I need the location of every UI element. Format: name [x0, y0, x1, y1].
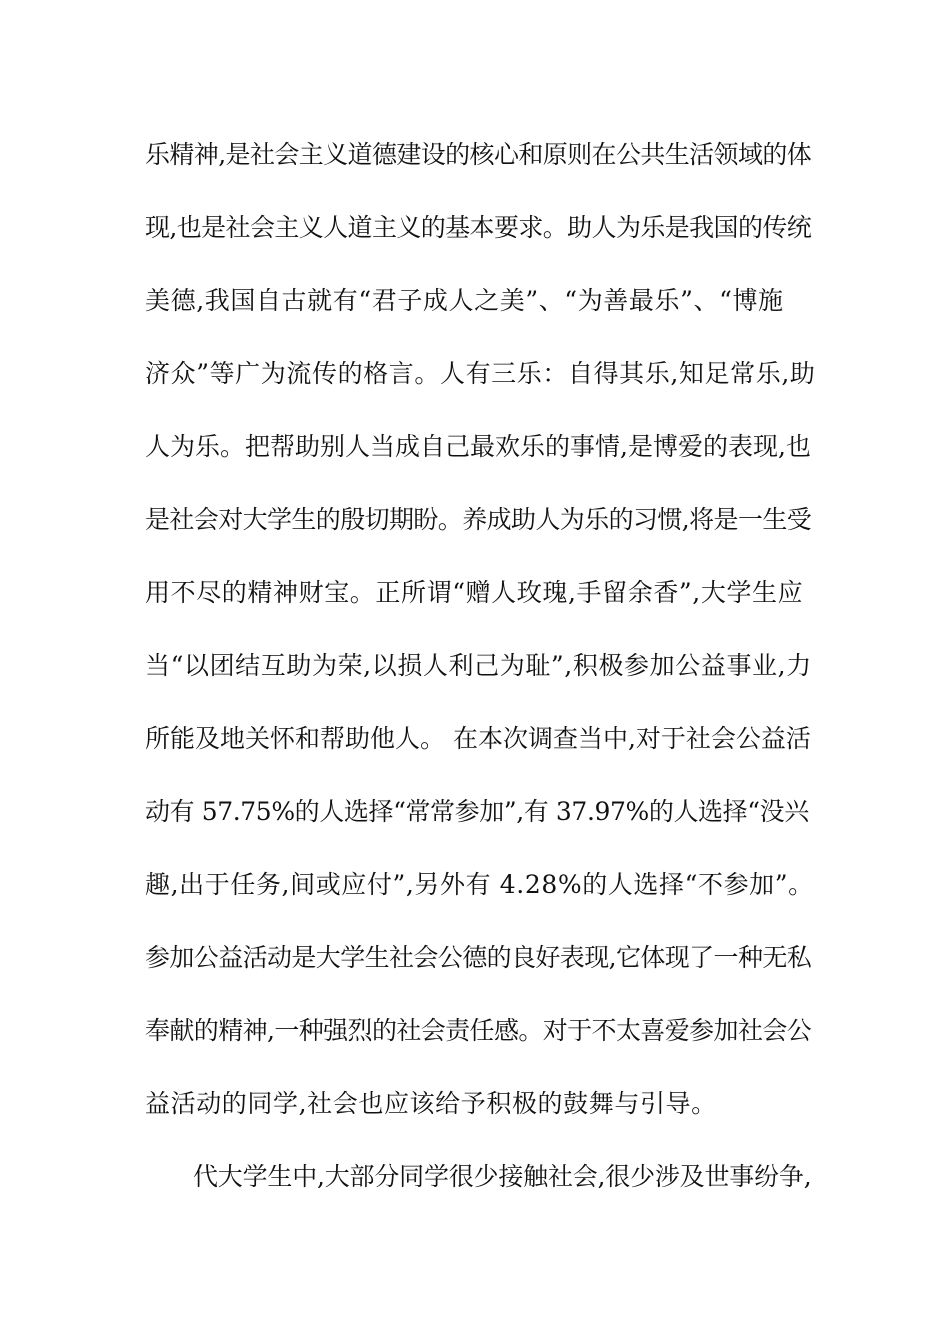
- text-line: 趣,出于任务,间或应付”,另外有 4.28%的人选择“不参加”。: [145, 870, 814, 899]
- text-line: 益活动的同学,社会也应该给予积极的鼓舞与引导。: [145, 1089, 717, 1118]
- text-line: 是社会对大学生的殷切期盼。养成助人为乐的习惯,将是一生受: [145, 505, 812, 534]
- text-line: 人为乐。把帮助别人当成自己最欢乐的事情,是博爱的表现,也: [145, 432, 811, 461]
- text-line: 现,也是社会主义人道主义的基本要求。助人为乐是我国的传统: [145, 213, 812, 242]
- text-line: 济众”等广为流传的格言。人有三乐：自得其乐,知足常乐,助: [145, 359, 816, 388]
- text-line: 美德,我国自古就有“君子成人之美”、“为善最乐”、“博施: [145, 286, 784, 315]
- text-line: 用不尽的精神财宝。正所谓“赠人玫瑰,手留余香”,大学生应: [145, 578, 804, 607]
- text-line: 参加公益活动是大学生社会公德的良好表现,它体现了一种无私: [145, 943, 812, 972]
- text-line: 乐精神,是社会主义道德建设的核心和原则在公共生活领域的体: [145, 140, 812, 169]
- text-line: 当“以团结互助为荣,以损人利己为耻”,积极参加公益事业,力: [145, 651, 812, 680]
- text-line: 奉献的精神,一种强烈的社会责任感。对于不太喜爱参加社会公: [145, 1016, 812, 1045]
- text-line: 所能及地关怀和帮助他人。 在本次调查当中,对于社会公益活: [145, 724, 811, 753]
- text-line-indented: 代大学生中,大部分同学很少接触社会,很少涉及世事纷争,: [193, 1162, 812, 1191]
- text-line: 动有 57.75%的人选择“常常参加”,有 37.97%的人选择“没兴: [145, 797, 809, 826]
